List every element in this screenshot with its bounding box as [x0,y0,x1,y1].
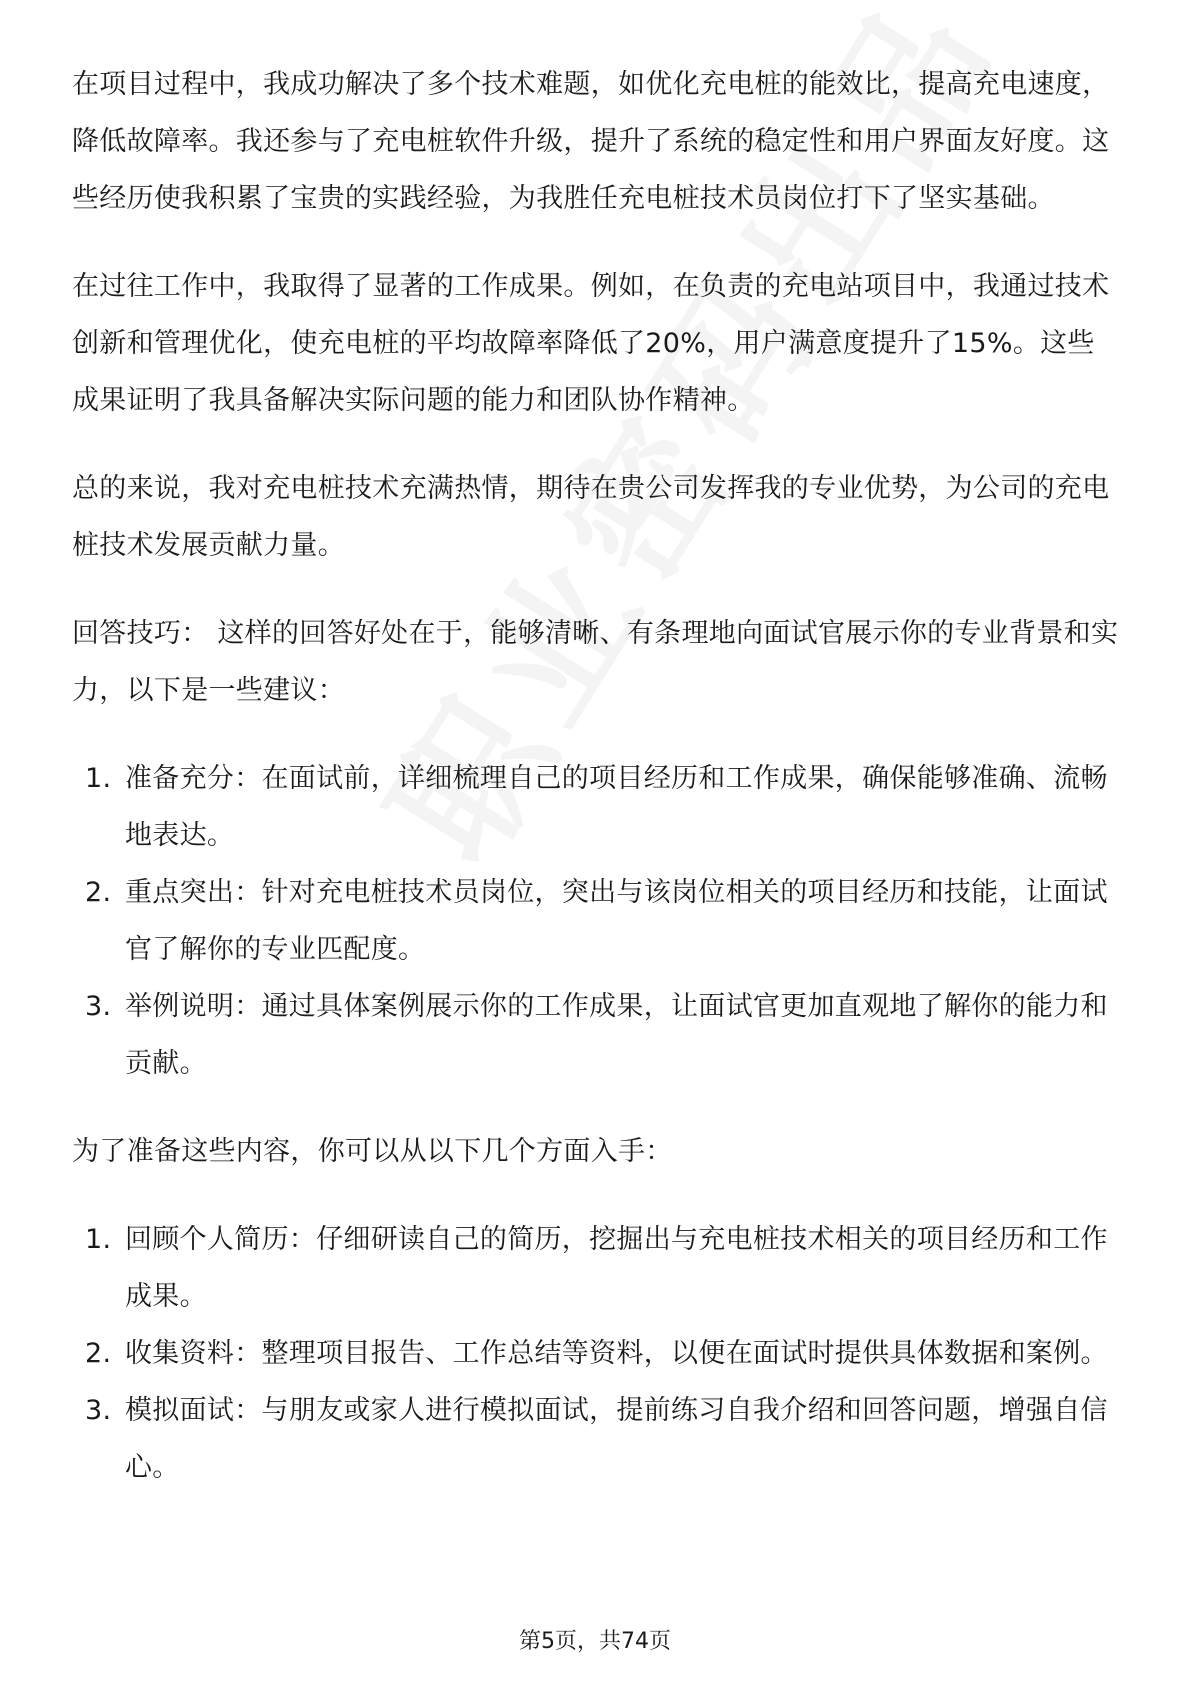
list-number: 1. [85,1224,112,1255]
list-item [72,864,1122,978]
list-item-text: 重点突出：针对充电桩技术员岗位，突出与该岗位相关的项目经历和技能，让面试官了解你的专业匹配度。 [125,877,1108,965]
list-item-text: 举例说明：通过具体案例展示你的工作成果，让面试官更加直观地了解你的能力和贡献。 [125,991,1108,1079]
list-number: 2. [85,877,112,908]
list-number: 3. [85,991,112,1022]
paragraph-answer-tips: 回答技巧： 这样的回答好处在于，能够清晰、有条理地向面试官展示你的专业背景和实力，以下是一些建议： [72,618,1119,706]
list-item-text: 收集资料：整理项目报告、工作总结等资料，以便在面试时提供具体数据和案例。 [125,1338,1108,1369]
paragraph-summary: 总的来说，我对充电桩技术充满热情，期待在贵公司发挥我的专业优势，为公司的充电桩技术发展贡献力量。 [72,473,1110,561]
paragraph-preparation: 为了准备这些内容，你可以从以下几个方面入手： [72,1136,673,1167]
list-number: 1. [85,763,112,794]
list-number: 2. [85,1338,112,1369]
list-item [72,1382,1122,1496]
list-item-text: 回顾个人简历：仔细研读自己的简历，挖掘出与充电桩技术相关的项目经历和工作成果。 [125,1224,1108,1312]
list-item-text: 准备充分：在面试前，详细梳理自己的项目经历和工作成果，确保能够准确、流畅地表达。 [125,763,1108,851]
list-item [72,1211,1122,1325]
list-item [72,978,1122,1092]
list-item-text: 模拟面试：与朋友或家人进行模拟面试，提前练习自我介绍和回答问题，增强自信心。 [125,1395,1108,1483]
paragraph-work-results: 在过往工作中，我取得了显著的工作成果。例如，在负责的充电站项目中，我通过技术创新和管理优化，使充电桩的平均故障率降低了20%，用户满意度提升了15%。这些成果证明了我具备解决实际问题的能力和团队协作精神。 [72,271,1110,416]
list-item [72,750,1122,864]
tips-list [72,750,1122,1092]
document-body [72,56,1122,1527]
preparation-list [72,1211,1122,1496]
page-number: 第5页，共74页 [519,1629,671,1654]
list-item [72,1325,1122,1382]
list-number: 3. [85,1395,112,1426]
paragraph-project-experience: 在项目过程中，我成功解决了多个技术难题，如优化充电桩的能效比，提高充电速度，降低故障率。我还参与了充电桩软件升级，提升了系统的稳定性和用户界面友好度。这些经历使我积累了宝贵的实践经验，为我胜任充电桩技术员岗位打下了坚实基础。 [72,69,1110,214]
